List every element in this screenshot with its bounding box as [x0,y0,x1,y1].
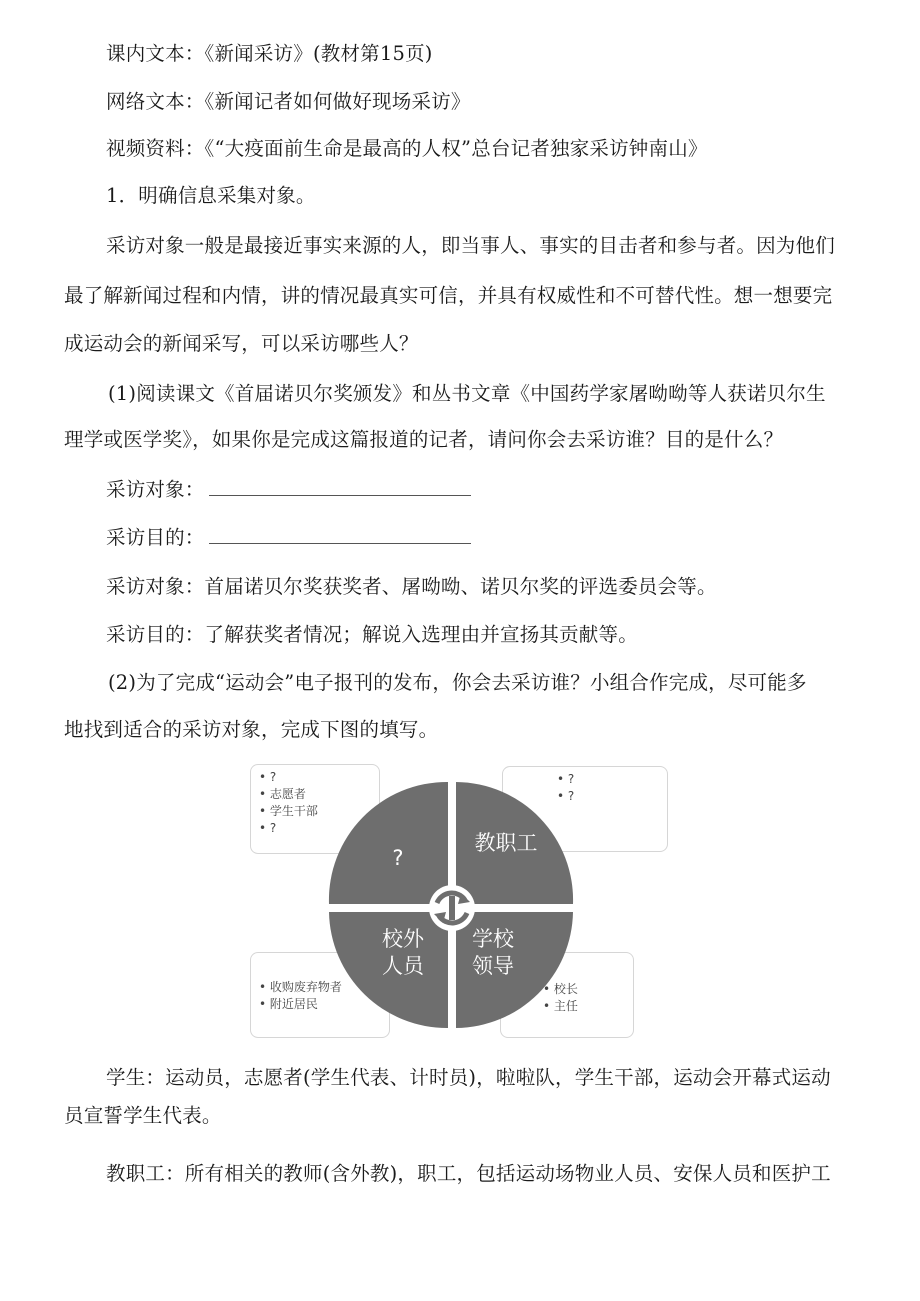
list-item: • 校长 [543,981,625,998]
list-item: • 附近居民 [259,996,381,1013]
answer-interviewee: 采访对象：首届诺贝尔奖获奖者、屠呦呦、诺贝尔奖的评选委员会等。 [106,575,717,598]
interviewee-diagram [248,760,678,1050]
line-video-source: 视频资料：《“大疫面前生命是最高的人权”总台记者独家采访钟南山》 [106,137,708,160]
list-item: • ? [557,771,659,788]
purpose-blank-row [106,528,471,548]
paragraph-line: 教职工：所有相关的教师(含外教)，职工，包括运动场物业人员、安保人员和医护工 [106,1162,831,1185]
purpose-label: 采访目的： [106,526,205,549]
quad-label-staff: 教职工 [474,831,538,855]
answer-purpose: 采访目的：了解获奖者情况；解说入选理由并宣扬其贡献等。 [106,623,638,646]
line-web-source: 网络文本：《新闻记者如何做好现场采访》 [106,90,471,113]
quad-label-leaders-2: 领导 [472,954,514,978]
list-item: • ? [259,769,371,786]
quadrant-top-left [329,782,448,904]
list-item: • 主任 [543,998,625,1015]
line-text-source: 课内文本：《新闻采访》(教材第15页) [106,42,433,65]
list-item: • 志愿者 [259,786,371,803]
quad-label-leaders-1: 学校 [472,927,514,951]
interviewee-blank-row [106,480,471,500]
paragraph-line: 员宣誓学生代表。 [64,1104,222,1127]
quad-label-outsiders-1: 校外 [382,927,424,951]
paragraph-line: 成运动会的新闻采写，可以采访哪些人？ [64,332,419,355]
question-2-line: (2)为了完成“运动会”电子报刊的发布，你会去采访谁？小组合作完成，尽可能多 [108,671,807,694]
list-item: • ? [557,788,659,805]
interviewee-label: 采访对象： [106,478,205,501]
quadrant-circle [248,760,678,1050]
section-heading: 1．明确信息采集对象。 [106,184,316,207]
quad-label-outsiders-2: 人员 [382,954,424,978]
paragraph-line: 学生：运动员，志愿者(学生代表、计时员)，啦啦队，学生干部，运动会开幕式运动 [106,1066,831,1089]
paragraph-line: 最了解新闻过程和内情，讲的情况最真实可信，并具有权威性和不可替代性。想一想要完 [64,284,833,307]
quad-label-unknown: ? [392,846,404,870]
list-item: • 收购废弃物者 [259,979,381,996]
paragraph-line: 采访对象一般是最接近事实来源的人，即当事人、事实的目击者和参与者。因为他们 [106,234,835,257]
cycle-arrows-icon [429,885,475,931]
purpose-blank[interactable] [209,543,471,544]
question-2-line: 地找到适合的采访对象，完成下图的填写。 [64,718,439,741]
list-item: • 学生干部 [259,803,371,820]
interviewee-blank[interactable] [209,495,471,496]
question-1-line: (1)阅读课文《首届诺贝尔奖颁发》和丛书文章《中国药学家屠呦呦等人获诺贝尔生 [108,382,826,405]
question-1-line: 理学或医学奖》，如果你是完成这篇报道的记者，请问你会去采访谁？目的是什么？ [64,428,784,451]
list-item: • ? [259,820,371,837]
